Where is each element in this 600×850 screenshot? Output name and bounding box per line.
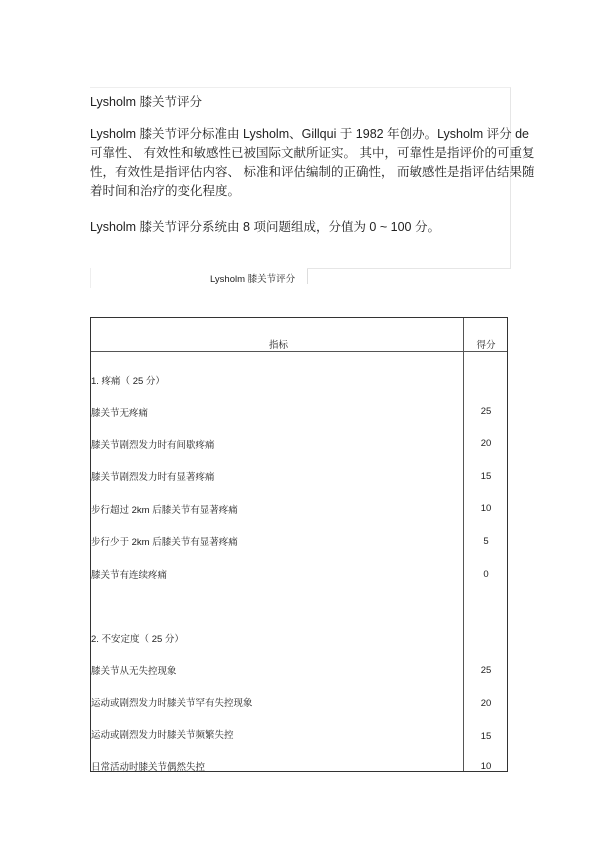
table-row-score: 20 <box>480 438 492 449</box>
paragraph-line: 性，有效性是指评估内容、 标准和评估编制的正确性， 而敏感性是指评估结果随 <box>90 165 535 179</box>
header-divider <box>91 351 507 352</box>
table-row-score: 20 <box>480 698 492 709</box>
paragraph-line: 着时间和治疗的变化程度。 <box>90 184 241 198</box>
table-row-item: 步行少于 2km 后膝关节有显著疼痛 <box>91 537 238 548</box>
header-score: 得分 <box>476 340 496 351</box>
paragraph-line: 可靠性、 有效性和敏感性已被国际文献所证实。 其中，可靠性是指评价的可重复 <box>90 146 535 160</box>
paragraph-line: Lysholm 膝关节评分标准由 Lysholm、Gillqui 于 1982 年创办。Lysholm 评分 de <box>90 127 530 141</box>
table-row-score: 10 <box>480 503 492 514</box>
table-row-score: 10 <box>480 761 492 772</box>
table-row-item: 膝关节从无失控现象 <box>91 666 177 677</box>
table-row-item: 膝关节剧烈发力时有显著疼痛 <box>91 472 215 483</box>
table-row-score: 15 <box>480 731 492 742</box>
caption-divider <box>307 268 308 284</box>
table-row-score: 25 <box>480 665 492 676</box>
table-row-item: 膝关节有连续疼痛 <box>91 570 168 581</box>
table-row-item: 日常活动时膝关节偶然失控 <box>91 762 206 773</box>
table-row-item: 步行超过 2km 后膝关节有显著疼痛 <box>91 505 238 516</box>
caption-divider-line <box>307 268 510 269</box>
table-row-item: 膝关节无疼痛 <box>91 408 149 419</box>
table-row-score: 5 <box>483 536 489 547</box>
paragraph-summary: Lysholm 膝关节评分系统由 8 项问题组成，分值为 0 ~ 100 分。 <box>90 220 440 234</box>
table-row-score: 25 <box>480 406 492 417</box>
section-heading: 2. 不安定度（ 25 分） <box>91 634 184 645</box>
table-row-score: 0 <box>483 569 489 580</box>
lysholm-table <box>90 317 508 772</box>
table-row-item: 运动或剧烈发力时膝关节频繁失控 <box>91 730 234 741</box>
table-caption: Lysholm 膝关节评分 <box>210 274 296 285</box>
table-row-score: 15 <box>480 471 492 482</box>
table-row-item: 膝关节剧烈发力时有间歇疼痛 <box>91 440 215 451</box>
header-indicator: 指标 <box>269 340 289 351</box>
frame-divider <box>90 268 91 288</box>
section-heading: 1. 疼痛（ 25 分） <box>91 376 165 387</box>
document-title: Lysholm 膝关节评分 <box>90 95 203 109</box>
table-row-item: 运动或剧烈发力时膝关节罕有失控现象 <box>91 698 253 709</box>
